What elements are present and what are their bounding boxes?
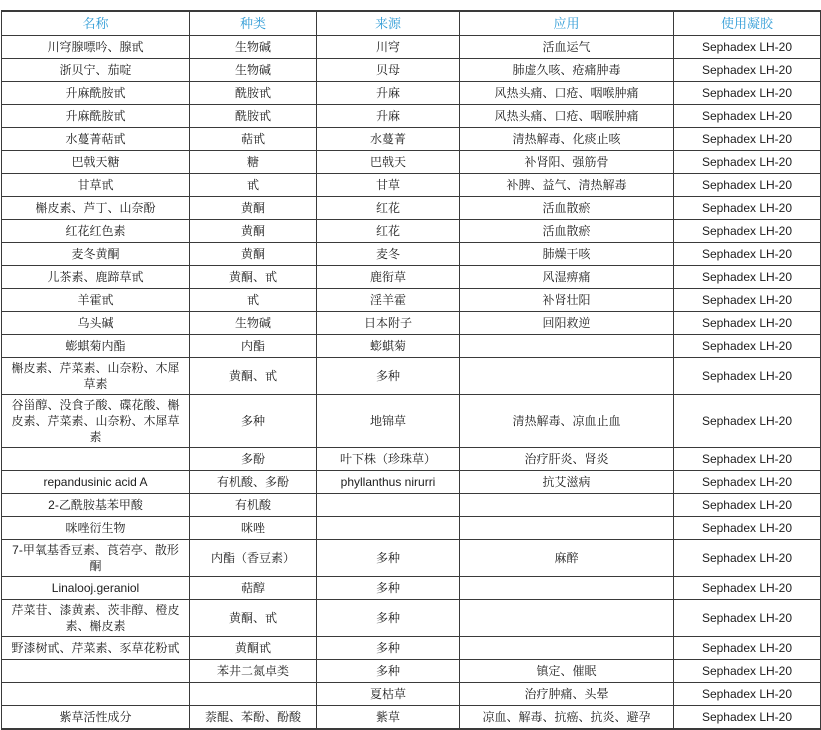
table-row — [2, 335, 821, 358]
table-cell — [2, 660, 190, 683]
table-cell: phyllanthus nirurri — [317, 471, 460, 494]
table-cell: 镇定、催眠 — [460, 660, 674, 683]
table-cell: 肺燥干咳 — [460, 243, 674, 266]
table-cell: Sephadex LH-20 — [674, 706, 821, 730]
column-header-3: 来源 — [317, 11, 460, 36]
table-cell: 芹菜苷、漆黄素、茨非醇、橙皮素、槲皮素 — [2, 600, 190, 637]
table-row — [2, 128, 821, 151]
table-row — [2, 395, 821, 448]
table-cell: 多种 — [190, 395, 317, 448]
table-cell: 川穹 — [317, 36, 460, 59]
table-cell: 多种 — [317, 637, 460, 660]
table-cell: 活血散瘀 — [460, 220, 674, 243]
table-cell: 萘醌、苯酚、酚酸 — [190, 706, 317, 730]
table-cell: 生物碱 — [190, 312, 317, 335]
table-row — [2, 312, 821, 335]
table-cell: 补肾阳、强筋骨 — [460, 151, 674, 174]
table-cell: 甙 — [190, 289, 317, 312]
table-cell: 风湿痹痛 — [460, 266, 674, 289]
table-cell — [2, 448, 190, 471]
table-cell: Sephadex LH-20 — [674, 197, 821, 220]
table-cell: 黄酮甙 — [190, 637, 317, 660]
table-cell: 巴戟天糖 — [2, 151, 190, 174]
table-cell: Sephadex LH-20 — [674, 540, 821, 577]
table-cell: 槲皮素、芹菜素、山奈粉、木犀草素 — [2, 358, 190, 395]
table-cell: 酰胺甙 — [190, 82, 317, 105]
table-cell: Sephadex LH-20 — [674, 683, 821, 706]
table-cell: 儿茶素、鹿蹄草甙 — [2, 266, 190, 289]
table-cell: Sephadex LH-20 — [674, 494, 821, 517]
table-cell — [460, 517, 674, 540]
table-cell: 水蔓菁萜甙 — [2, 128, 190, 151]
table-cell: 甘草甙 — [2, 174, 190, 197]
table-cell: 夏枯草 — [317, 683, 460, 706]
table-cell: 川穹腺嘌吟、腺甙 — [2, 36, 190, 59]
table-cell: Sephadex LH-20 — [674, 577, 821, 600]
table-cell: 肺虚久咳、疮痛肿毒 — [460, 59, 674, 82]
table-cell: 紫草活性成分 — [2, 706, 190, 730]
table-cell: Sephadex LH-20 — [674, 312, 821, 335]
table-cell: Sephadex LH-20 — [674, 36, 821, 59]
column-header-1: 名称 — [2, 11, 190, 36]
table-cell: Sephadex LH-20 — [674, 289, 821, 312]
table-cell: Sephadex LH-20 — [674, 266, 821, 289]
table-cell: 升麻酰胺甙 — [2, 105, 190, 128]
table-cell: 红花 — [317, 220, 460, 243]
table-row — [2, 358, 821, 395]
table-cell: 多酚 — [190, 448, 317, 471]
table-cell: 淫羊霍 — [317, 289, 460, 312]
table-row — [2, 517, 821, 540]
table-cell: 羊霍甙 — [2, 289, 190, 312]
table-cell: 风热头痛、口疮、咽喉肿痛 — [460, 105, 674, 128]
table-cell: 活血运气 — [460, 36, 674, 59]
table-cell: 补脾、益气、清热解毒 — [460, 174, 674, 197]
table-cell — [460, 494, 674, 517]
table-row — [2, 577, 821, 600]
table-cell: 2-乙酰胺基苯甲酸 — [2, 494, 190, 517]
table-cell: 内酯（香豆素） — [190, 540, 317, 577]
table-row — [2, 59, 821, 82]
table-cell: Sephadex LH-20 — [674, 59, 821, 82]
table-cell: 多种 — [317, 577, 460, 600]
table-cell: 升麻酰胺甙 — [2, 82, 190, 105]
table-cell: 清热解毒、凉血止血 — [460, 395, 674, 448]
table-cell: 生物碱 — [190, 36, 317, 59]
table-row — [2, 494, 821, 517]
table-cell: 升麻 — [317, 82, 460, 105]
table-cell: 酰胺甙 — [190, 105, 317, 128]
table-row — [2, 243, 821, 266]
table-row — [2, 105, 821, 128]
table-row — [2, 683, 821, 706]
table-cell — [460, 335, 674, 358]
table-cell: 麦冬 — [317, 243, 460, 266]
table-row — [2, 197, 821, 220]
table-row — [2, 174, 821, 197]
table-cell: Sephadex LH-20 — [674, 395, 821, 448]
table-cell: 凉血、解毒、抗癌、抗炎、避孕 — [460, 706, 674, 730]
table-cell: 地锦草 — [317, 395, 460, 448]
table-cell: Sephadex LH-20 — [674, 151, 821, 174]
table-row — [2, 82, 821, 105]
table-row — [2, 706, 821, 730]
table-cell: Sephadex LH-20 — [674, 174, 821, 197]
table-cell: 生物碱 — [190, 59, 317, 82]
table-row — [2, 266, 821, 289]
column-header-5: 使用凝胶 — [674, 11, 821, 36]
table-cell: 甙 — [190, 174, 317, 197]
table-cell: 贝母 — [317, 59, 460, 82]
table-cell: 水蔓菁 — [317, 128, 460, 151]
table-cell — [190, 683, 317, 706]
table-cell — [317, 517, 460, 540]
table-row — [2, 471, 821, 494]
table-cell: 多种 — [317, 660, 460, 683]
table-cell: Sephadex LH-20 — [674, 82, 821, 105]
table-cell — [460, 358, 674, 395]
table-header-row — [2, 11, 821, 36]
table-cell: 麦冬黄酮 — [2, 243, 190, 266]
table-cell: 黄酮、甙 — [190, 358, 317, 395]
table-cell: 萜醇 — [190, 577, 317, 600]
table-cell: repandusinic acid A — [2, 471, 190, 494]
table-cell — [460, 577, 674, 600]
table-cell: 有机酸 — [190, 494, 317, 517]
table-row — [2, 220, 821, 243]
table-cell: Sephadex LH-20 — [674, 128, 821, 151]
table-row — [2, 637, 821, 660]
table-cell: 日本附子 — [317, 312, 460, 335]
table-cell: 黄酮 — [190, 243, 317, 266]
table-cell: Sephadex LH-20 — [674, 448, 821, 471]
table-cell: Sephadex LH-20 — [674, 105, 821, 128]
table-row — [2, 36, 821, 59]
table-cell: Sephadex LH-20 — [674, 471, 821, 494]
table-cell: 有机酸、多酚 — [190, 471, 317, 494]
table-cell: 7-甲氧基香豆素、莨菪亭、散形酮 — [2, 540, 190, 577]
table-cell: 咪唑 — [190, 517, 317, 540]
table-cell: Sephadex LH-20 — [674, 358, 821, 395]
table-cell: 多种 — [317, 600, 460, 637]
table-cell: 黄酮 — [190, 220, 317, 243]
table-cell: 红花红色素 — [2, 220, 190, 243]
table-cell: 萜甙 — [190, 128, 317, 151]
table-cell: 升麻 — [317, 105, 460, 128]
table-cell: Sephadex LH-20 — [674, 637, 821, 660]
table-cell: Sephadex LH-20 — [674, 220, 821, 243]
table-cell — [460, 637, 674, 660]
table-cell: 谷甾醇、没食子酸、碟花酸、槲皮素、芹菜素、山奈粉、木犀草素 — [2, 395, 190, 448]
compounds-table — [1, 10, 821, 730]
table-cell: 紫草 — [317, 706, 460, 730]
table-cell: 多种 — [317, 540, 460, 577]
table-cell: 多种 — [317, 358, 460, 395]
column-header-4: 应用 — [460, 11, 674, 36]
table-cell: Sephadex LH-20 — [674, 335, 821, 358]
table-cell: 咪唑衍生物 — [2, 517, 190, 540]
table-cell: 甘草 — [317, 174, 460, 197]
table-cell: 麻醉 — [460, 540, 674, 577]
column-header-2: 种类 — [190, 11, 317, 36]
table-cell: Sephadex LH-20 — [674, 517, 821, 540]
table-cell: Sephadex LH-20 — [674, 660, 821, 683]
table-cell: 清热解毒、化痰止咳 — [460, 128, 674, 151]
table-cell: 风热头痛、口疮、咽喉肿痛 — [460, 82, 674, 105]
table-row — [2, 151, 821, 174]
table-cell: 活血散瘀 — [460, 197, 674, 220]
table-body — [2, 36, 821, 730]
table-cell: 抗艾滋病 — [460, 471, 674, 494]
table-cell: 巴戟天 — [317, 151, 460, 174]
table-row — [2, 600, 821, 637]
table-cell: Linalooj.geraniol — [2, 577, 190, 600]
table-cell: 黄酮 — [190, 197, 317, 220]
table-cell — [317, 494, 460, 517]
table-cell: 野漆树甙、芹菜素、豕草花粉甙 — [2, 637, 190, 660]
table-cell: 乌头碱 — [2, 312, 190, 335]
table-cell: 浙贝宁、茄啶 — [2, 59, 190, 82]
table-cell: 糖 — [190, 151, 317, 174]
table-cell: 补肾壮阳 — [460, 289, 674, 312]
table-cell: 叶下株（珍珠草） — [317, 448, 460, 471]
table-cell: 回阳救逆 — [460, 312, 674, 335]
table-row — [2, 540, 821, 577]
table-cell: 黄酮、甙 — [190, 266, 317, 289]
table-row — [2, 289, 821, 312]
table-cell: 治疗肿痛、头晕 — [460, 683, 674, 706]
table-cell: 内酯 — [190, 335, 317, 358]
table-cell: 红花 — [317, 197, 460, 220]
table-cell — [460, 600, 674, 637]
table-row — [2, 660, 821, 683]
table-cell: 黄酮、甙 — [190, 600, 317, 637]
table-cell: 苯井二氮卓类 — [190, 660, 317, 683]
table-cell: 蟛蜞菊内酯 — [2, 335, 190, 358]
table-cell — [2, 683, 190, 706]
table-cell: 蟛蜞菊 — [317, 335, 460, 358]
table-cell: Sephadex LH-20 — [674, 600, 821, 637]
table-cell: 治疗肝炎、肾炎 — [460, 448, 674, 471]
table-row — [2, 448, 821, 471]
table-cell: 鹿衔草 — [317, 266, 460, 289]
table-cell: 槲皮素、芦丁、山奈酚 — [2, 197, 190, 220]
table-cell: Sephadex LH-20 — [674, 243, 821, 266]
